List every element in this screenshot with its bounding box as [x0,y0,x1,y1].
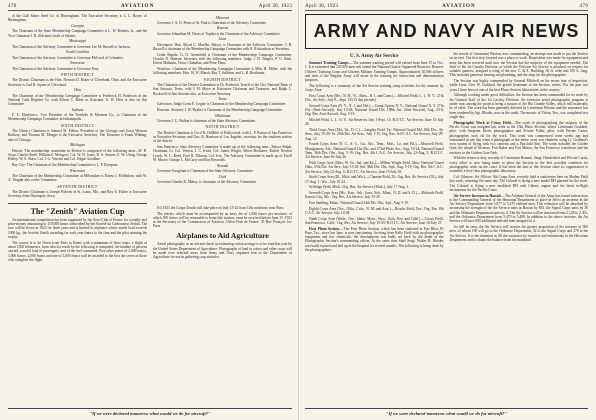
state-heading: Ohio [73,88,82,93]
left-footer-slogan: "If we were declared tomorrow what would we do for aircraft?" [8,408,292,416]
paragraph: Governor Scrugham is Chairman of the State Advisory Committee. [157,169,254,173]
state-heading: Texas [218,97,227,102]
paragraph-lead: Air Service Increase in Hawaii. [453,193,502,198]
paragraph: With the return to duty recently of Lieutenant Bennett, Sergt. Hendershot and Private Curtis, every effort is now being made to place the Section in the best possible condition for photographic work on the coast. It has been the aim of this Section since its organization to assemble a first-class photographic laboratory. [449,156,588,174]
left-page-number: 478 [8,3,17,9]
paragraph: Selfridge Field, Mich.: Org. Res. Air Service (Mich.), July 17-Aug. 1. [309,185,410,190]
paragraph: The Chairman of the Membership Campaign Committee is Frederick H. Patterson of the National Cash Register Co. with Edwin C. Ritter as Assistant. A. W. Hess is also on this Committee. [8,93,147,107]
paragraph: Eighth Corps Area (Tex., Okla., Colo., N. M. and Ariz.).—Brooks Field, Tex.: Org. Res. 8th C.A.C. Air Service, July 14-28. [305,206,444,215]
paragraph [450,194,589,224]
right-page-number: 479 [579,3,588,9]
paragraph-body: —The summer training period will extend from June 15 to Oct. 1. It is estimated that 225,000 men will attend the National Guard, Organized Reserves, Reserve Officers' Training Corps and Citizens Military Training Camps. Approximately 30,000 officers and men of the Regular Army will assist in the training for instruction and demonstration purposes. [305,61,444,83]
state-heading: Mississippi [68,39,87,44]
district-heading: EIGHTH DISTRICT [204,77,241,82]
paragraph: Seventh Corps Area (Mo., Kan., Ark., Iowa, Neb., Minn., N. D. and S. D.).—Richards Field, Kansas City, Mo.: Org. Res. Air Service, July 15-29. [305,190,444,200]
left-column-1 [8,14,147,200]
paragraph: Waterloo: Chairman of the Membership Campaign Committee is Milo H. Miller, with the following members: Hon. W. W. Marsh, Ray T. Sullivan, and L. R. Brothman. [153,66,292,76]
paragraph: The Section was highly commended by General Mitchell on his recent tour of inspection, while Lieut. Gen. W. Goddard, the grader lieutenant of the Section, writes: 'For the past two years I have been at one of the best Photo Section laboratories in the country.' [449,79,588,92]
state-heading: South Carolina [65,50,90,55]
zenith-entries-paragraph: The entries, which must be accompanied by an entry fee of 1,000 francs per machine, of which 500 francs will be returnable to bona-fide starters, must be received before June 15, 1923 at the Secretary of the Commission of Aviation, l'Aéro-Club de France, 35 Rue François 1er, Paris. [153,211,292,229]
state-heading: Nevada [216,163,229,168]
paragraph: The District Chairman is Samuel M. Felton, President of the Chicago and Great Western Railway, and Thomas M. Monger is the Executive Secretary. The Treasurer is Frank Whiting, also of Chicago. [8,129,147,142]
state-heading: Tennessee [69,61,86,66]
district-heading: SEVENTH DISTRICT [57,184,98,189]
paragraph-lead: Photographic Work at Crissy Field. [453,120,512,125]
right-column-1 [305,52,444,254]
paragraph: the arrival of Lieutenant Weston, now commanding, an attempt was made to put the Section on its feet. The first step forward was a place to work. Requisition was made for equipment and none has been received until now the Section has the majority of the equipment needed. The Staff of the 1st Cavalry Division, to which the Division Air Service is attached, on request for suitable quarters, assigned a wing of the new C. & E. Building, 30 ft. wide and 100 ft. long. This included generous heating and plumbing, and the shop for the photographer. [449,52,588,78]
paragraph: The following is a summary of the Air Service training camp activities for the summer by Corps Area: [305,83,444,93]
masthead-title: ARMY AND NAVY AIR NEWS [313,21,580,41]
state-heading: Iowa [218,37,227,42]
paragraph: Fourth Corps Area (N. C., S. C., Ga., Ala., Tenn., Miss., La. and Fla.).—Maxwell Field, Montgomery, Ala.: National Guard 31st Div. and 173rd Photo Sec., Aug. 10-24; National Guard Tenn. 30th Div. Obs., Aug. 5-19; Org. Res. 4th C.A.C. Air Service, July 22-Aug. 5; R.O.T.C. Air Service, June 16-July 26. [305,142,444,160]
paragraph-lead: First Photo Section. [309,226,341,231]
paragraph: Cedar Rapids: G. O. Greenfield is Chairman of the Membership Campaign Committee, Charles D. Hanson, Secretary with the following members: Judge J. H. Tengler, P. G. Bark, Ernest Mathuda, Victor Chimaker, and Peter Plans. [153,52,292,66]
paragraph-body: —The First Photo Section, which has been stationed at Fort Bliss, El Paso, Tex., since last June, is now functioning. Arriving from Kelly Field with no photographic equipment and few chemicals, the development was badly set back by the death of the Photographic Section's commanding officer. At the same time Staff Sergt. Walter H. Rhodes was badly injured and laid up in the hospital for several months. The following is being done by the photographers: [305,226,444,253]
paragraph: The Chairman of the Advisory Committee is Governor Lee M. Russell of Jackson. [12,44,131,49]
paragraph: Bay City: The Chairman of the Membership Committee is L. P. Koerpner. [12,162,119,167]
paragraph: Davenport: Hon. Alfred C. Mueller, Mayor, is Chairman of the Advisory Committee. J. R. Russell is chairman of the Membership Campaign Committee with R. Richardson as Secretary. [153,42,292,51]
left-date: April 30, 1923 [258,3,292,9]
zenith-continuation [153,201,292,264]
zenith-paragraph-2: The course is to be flown from Paris to Rome with a minimum of three stops, a flight of about 1500 kilometers, from which a result by the following is computed: the number of persons carried, a useful load of passengers, and of the fuel consumed. Five other prizes of 3,000 francs, 3,000 francs, 2,000 francs and one of 3,000 francs will be awarded to the first the crews of those who complete the flight. [8,240,147,262]
right-footer-slogan: "If we were declared tomorrow what would we do for aircraft?" [305,408,588,416]
paragraph: As will be seen, the Air Service will receive the greater proportion of the increase of 500 men, of whom 190 will go to the Ordnance Department, 32 to the Signal Corps and 278 to the Air Service. It is the intention to fill the vacancies by transfers and enlistments in the Hawaiian Department and to obtain the balance from the mainland. [449,225,588,242]
state-heading: Missouri [215,15,230,20]
paragraph: Ninth Corps Area (Wash., Ore., Idaho, Mont., Wyo., Utah, Nev. and Calif.).—Crissy Field, San Francisco, Calif.: Org. Res. Air Service, July 15-29; R.O.T.C. Air Service, June 16-July 27. [305,216,444,225]
paragraph: Third Corps Area (Md., Va., D. C.).—Langley Field, Va.: National Guard Md. 29th Div., Air Serv., July 15-29; Va. 29th Div. Air Serv., July 1-15; Org. Res. 3rd C.A.C. Air Service, July 29-Aug. 12. [305,128,444,141]
state-heading: Wisconsin [69,168,86,173]
paragraph: San Francisco: State Advisory Committee is made up of the following men—Mayor Rolph, Chairman, Lt. Col. Vernon, J. C. Irwin, Col. James Wright, Albert Moshawe, Robert Newton Lynch, W. C. Reed, Fred R. Tillman, Col. Ives. The Advisory Committee is made up of Ewell W. Moore, George L. McCarty and Roy Reynolds. [153,145,292,163]
paragraph: The Chairman of the State Membership Campaign Committee is L. W. Roberts, Jr., and the Vice Chairman J. B. Aldchairs, both of Atlanta. [8,29,147,38]
paragraph-body: —The Adjutant General of the Army has issued instructions to the Commanding General of the Hawaiian Department to place in effect an increase in the Air Service Department from 5,077 to 5,279 enlisted men. This reduction will be absorbed by increasing the strength of the Air Service units in Hawaii by 892, the Signal Corps units by 36 and the Ordnance Department units by 4. The Air Service will be increased from 2,128 to 2,302, and the Ordnance Department from 5,479 to 5,489. In addition to the above increase, the Air Service will have 800 additional enlisted men assigned to it. [449,193,588,224]
right-column-2 [450,52,589,254]
right-running-title: AVIATION [442,3,476,9]
paragraph: F. E. Moskovics, Vice President of the Nordyke & Marmon Co., is Chairman of the Membership Campaign Committee in Indianapolis. [8,113,147,122]
agriculture-headline: Airplanes to Aid Agriculture [176,230,269,240]
masthead [305,14,588,49]
paragraph: The Chairman of the Advisory Committee is Governor Peay. [12,66,100,71]
right-page [298,0,596,420]
paragraph: Governor Johnathan M. Davis of Topeka is the Chairman of the Advisory Committee. [157,31,281,36]
paragraph-lead: Summer Training Camps. [309,61,350,65]
paragraph: Second Corps Area (N. Y., N. J. and Del.).—Camp Upton, N. Y.: National Guard N. Y. 27th Div. (Anti-Aircraft), July 14-28; National Guard Del. 198th Art. (Anti-Aircraft), Aug. 4-18; Org. Res. Anti-Aircraft, Aug. 5-19. [305,103,444,117]
paragraph: The District Chairman is the Hon. Newton D. Baker of Cleveland, Ohio, and the Executive Secretary is Carl R. Squier of Cleveland. [8,78,147,87]
paragraph: Sixth Corps Area (Ill., Mich. and Wis.).—Chanute Field, Ill.: Org. Res. Air Service (Ill.), July 17-Aug. 1; Wis., July 10-24. [305,175,444,184]
right-running-head [305,3,588,11]
state-heading: Kansas [216,26,229,31]
paragraph: Governor Charles R. Mabey, is chairman of the Advisory Committee. [157,179,257,184]
paragraph: The Chairman of the District Committee is Dr. Frederick Terrell of the City National Bank of San Antonio, Texas, with J. H. Moye as Executive Chairman and Treasurer, and Ralph L. Rockwell of San Antonio also, as Executive Secretary. [153,82,292,96]
section-subhead: U. S. Army Air Service [349,54,399,59]
paragraph: The Chairman of the Advisory Committee is Governor McLeod of Columbia. [12,55,124,60]
paragraph [305,61,444,82]
paragraph: The District Chairman is Joseph Pickens of St. Louis, Mo., and Roy E. Fisher is Executive Secretary from Davenport, Iowa. [8,189,147,199]
paragraph: First Corps Area (Me., N. H., Vt., Mass., R. I. and Conn.).—Mitchel Field, L. I., N. Y.: 27th Div., Air Serv., July 8—Sept. 18 (15 day periods). [305,93,444,103]
zenith-headline: The "Zenith" Aviation Cup [30,206,125,216]
paragraph: Governor J. C. Walton is chairman of the State Advisory Committee. [157,119,256,124]
paragraph: Houston: Attorney J. W. Rayber is Chairman of the Membership Campaign Committee. [157,108,283,113]
paragraph: The Chairman of the Membership Committee at Milwaukee is Ernest J. McMahon, with W. A. Vaughn also on the Committee. [8,173,147,183]
zenith-date-paragraph: Fol 1923 the Coupe Zenith will take place on July 15-22 from Orly airdrome, near Paris. [157,205,285,210]
paragraph: Fort Snelling, Minn.: National Guard 34th Div. Obs. Sqd., Aug. 5-19. [309,200,409,205]
state-heading: Utah [218,174,227,179]
agriculture-paragraph: Aerial photography as an aid and check in estimating cotton acreage is to be tried this year by the United States Department of Agriculture. Photographs of land in cotton and other crops will be made over selected areas from Army and Navy airplanes lent to the Department of Agriculture for use in gathering crop statistics. [153,242,292,260]
paragraph [305,227,444,253]
paragraph: of the Gulf States Steel Co. of Birmingham. The Executive Secretary is L. L. Boyer, of Birmingham. [8,14,147,23]
paragraph: The District Chairman is Cecil B. DeMille of Hollywood, with L. P. Parton of San Francisco as Executive Secretary and Geo. B. Harrison of Los Angeles, secretary for the southern section of the district. [153,130,292,144]
paragraph: Fifth Corps Area (Ohio, W. Va., Ind. and Ky.).—Wilbur Wright Field, Ohio: National Guard Ohio, 37th Div. Air Serv., July 15-29; Ind. 38th Div. Obs. Sqd., Aug. 5-19; Org. Res. 5th C.A.C. Air Service, July 22-Aug. 5; R.O.T.C. Air Service, June 15-July 26. [305,160,444,174]
state-heading: Georgia [71,24,84,29]
state-heading: Michigan [70,143,85,148]
zenith-article [8,201,147,264]
zenith-paragraph-1: An international competition has been organized by the Aero-Club of France for a trophy and prize-money amounting to 110,000 francs subscribed by the Société du Carburateur Zenith. The race will be flown in 1923 for three years and is limited to airplanes whose useful load exceeds 1000 kg., the Société Zenith awarding for each year francs to the firm and the pilot winning the trophy. [8,217,147,240]
left-column-2 [153,14,292,200]
paragraph-body: —The work of photographing the seaports of the Pacific Coast was assigned last week to the 15th Photo Section, where Lieutenant Goddard, pilot, with Sergeant Klein, photographer, and Private Fuller, pilot, with Private Carter, photographer, took off for the work. This work was commenced some weeks ago and terminated in one day when a photograph of the entire coast was obtained, using Lt. Goddard's own system of flying with two cameras and a Fairchild film. The work included the Golden Gate, the island of Alcatraz, Fort Baker and Fort Mason, the San Francisco waterfront and the territory to the Golden Gate Park. [449,120,588,155]
paragraph: Detroit: The membership committee in Detroit is composed of the following men—W. B. Stout, Charles Beall, William F. Metzgers, Col. W. H. Jones, D. S. Stearns, E. W. Uhrig, George Holley, W. S. Shaw, Col. J. G. Vincent and Col. Edgar Goodhue. [8,148,147,162]
paragraph: Governor J. A. O. Preus of St. Paul is Chairman of the Advisory Committee. [157,20,267,25]
paragraph [450,121,589,155]
state-heading: Oklahoma [214,113,231,118]
right-date: April 30, 1923 [305,3,339,9]
district-heading: SIXTH DISTRICT [60,123,95,128]
paragraph: Although working under great difficulties, the Section has been commended for its work by the General Staff of the 1st Cavalry Division. An extensive aerial photographic program is under way, among the projects being a mosaic of the Rio Grande Valley, which will materially be of value. The work has been generally directed by Lieutenant Weston, and the assistance has been rendered by Sgt. Rhodes, now in the south. The mosaic of Ysleta, Tex., was completed in a single day. [449,93,588,119]
left-running-title: AVIATION [120,3,155,9]
left-running-head [8,3,292,11]
district-heading: FIFTH DISTRICT [61,72,94,77]
paragraph: Col. Gilmore, Air Officer, 9th Corps Area, recently held a conference here on Mather Field last week, returning the same day. The Colonel is flying a new model DH planned for the work. The Colonel is flying a new modified DH with Liberty engine and the latest in-flight instruments for the Pacific Coast. [449,174,588,192]
state-heading: Indiana [71,107,84,112]
paragraph: Galveston: Judge Cyrus E. Legate is Chairman of the Membership Campaign Committee. [157,102,287,107]
district-heading: NINTH DISTRICT [205,125,240,130]
paragraph: Mitchel Field, L. I., N. Y.: Air Reserves July 1-Sept. 15; R.O.T.C. Air Service, June 15-July 26. [305,118,444,127]
